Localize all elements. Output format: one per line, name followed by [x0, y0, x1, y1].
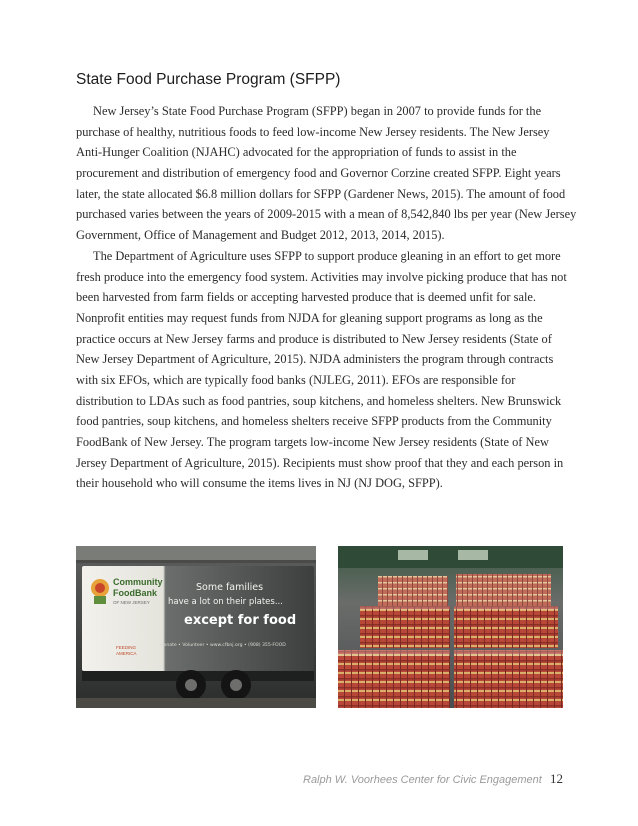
- text-line: The Department of Agriculture uses SFPP to support produce gleaning in an effort to get more: [93, 248, 561, 263]
- page-number: 12: [550, 771, 563, 786]
- text-line: practice occurs at New Jersey farms and produce is distributed to New Jersey residents (State of: [76, 331, 552, 346]
- text-line: New Jersey Department of Agriculture, 2015). NJDA administers the program through contracts: [76, 352, 554, 367]
- pallet-stack: [454, 606, 558, 648]
- text-line: their household who will consume the items lives in NJ (NJ DOG, SFPP).: [76, 476, 443, 491]
- footer-center-name: Ralph W. Voorhees Center for Civic Engagement: [303, 774, 542, 786]
- text-line: been harvested from farm fields or accepting harvested produce that is deemed unfit for sale.: [76, 290, 536, 305]
- text-line: procurement and distribution of emergency food and Governor Corzine created SFPP. Eight years: [76, 166, 561, 181]
- text-line: Nonprofit entities may request funds from NJDA for gleaning support programs as long as the: [76, 310, 543, 325]
- pallets-illustration: [338, 546, 563, 708]
- text-line: purchased varies between the years of 2009-2015 with a mean of 8,542,840 lbs per year (New Jersey: [76, 207, 577, 222]
- logo-text-foodbank: FoodBank: [113, 588, 157, 598]
- text-line: Jersey Department of Agriculture, 2015). Recipients must show proof that they and each person in: [76, 455, 564, 470]
- logo-text-community: Community: [113, 577, 163, 587]
- text-line: Government, Office of Management and Budget 2012, 2013, 2014, 2015).: [76, 228, 445, 243]
- text-line: later, the state allocated $6.8 million dollars for SFPP (Gardener News, 2015). The amount of food: [76, 186, 566, 201]
- paragraph-2: [76, 246, 567, 494]
- paragraph-1: [76, 101, 577, 246]
- text-line: food pantries, soup kitchens, and homeless shelters receive SFPP products from the Community: [76, 414, 552, 429]
- pallet-stack: [360, 606, 450, 648]
- slogan-line-3: except for food: [184, 613, 297, 628]
- text-line: fresh produce into the emergency food system. Activities may involve picking produce that has not: [76, 269, 567, 284]
- truck-contact-text: Donate • Volunteer • www.cfbnj.org • (908) 355-FOOD: [160, 643, 286, 648]
- section-heading: State Food Purchase Program (SFPP): [76, 71, 341, 88]
- pallet-stack: [338, 650, 450, 708]
- pallet-stack: [378, 576, 448, 606]
- slogan-line-2: have a lot on their plates...: [168, 597, 283, 607]
- partner-logo-line2: AMERICA: [116, 651, 137, 656]
- pallet-stack: [456, 574, 551, 606]
- partner-logo-line1: FEEDING: [116, 645, 137, 650]
- text-line: purchase of healthy, nutritious foods to feed low-income New Jersey residents. The New Jersey: [76, 124, 550, 139]
- truck-illustration: [76, 546, 316, 708]
- pallet-stack: [454, 650, 563, 708]
- body-text: [76, 101, 577, 494]
- text-line: Anti-Hunger Coalition (NJAHC) advocated for the appropriation of funds to assist in the: [76, 145, 517, 160]
- foodbank-truck-photo: [76, 546, 316, 708]
- text-line: New Jersey’s State Food Purchase Program (SFPP) began in 2007 to provide funds for the: [93, 104, 542, 118]
- text-line: with six EFOs, which are typically food banks (NJLEG, 2011). EFOs are responsible for: [76, 372, 516, 387]
- slogan-line-1: Some families: [196, 582, 264, 593]
- text-line: FoodBank of New Jersey. The program targets low-income New Jersey residents (State of New: [76, 435, 549, 449]
- text-line: distribution to LDAs such as food pantries, soup kitchens, and homeless shelters. New Brunswick: [76, 393, 562, 408]
- logo-text-nj: OF NEW JERSEY: [113, 600, 150, 605]
- warehouse-pallets-photo: [338, 546, 563, 708]
